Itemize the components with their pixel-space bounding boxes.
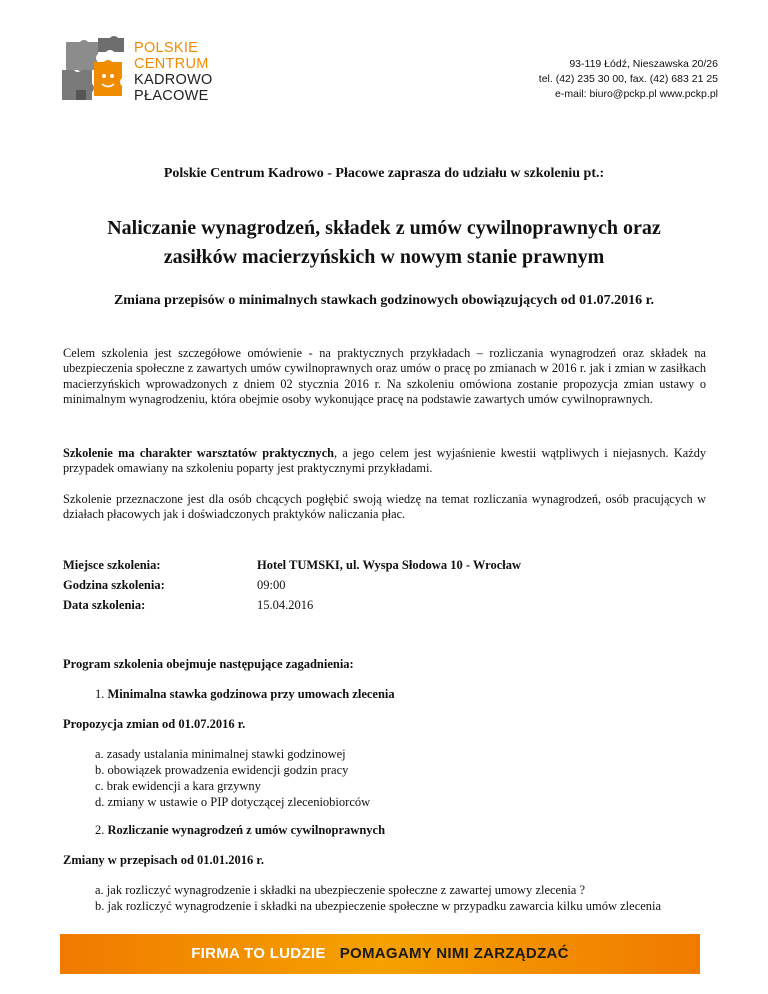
proposal-list <box>95 746 370 810</box>
workshop-emphasis: Szkolenie ma charakter warsztatów praktycznych <box>63 446 334 460</box>
list-item: b. obowiązek prowadzenia ewidencji godzin pracy <box>95 763 349 777</box>
invitation-line: Polskie Centrum Kadrowo - Płacowe zaprasza do udziału w szkoleniu pt.: <box>163 166 605 181</box>
detail-label: Data szkolenia: <box>63 598 146 612</box>
paragraph-audience: Szkolenie przeznaczone jest dla osób chcących pogłębić swoją wiedzę na temat rozliczania wynagrodzeń, osób pracujących w działach płacowych jak i doświadczonych praktyków naliczania płac. <box>63 492 706 522</box>
section-1-heading <box>95 686 395 702</box>
changes-list <box>95 882 661 914</box>
company-logo <box>60 34 220 104</box>
detail-value: 09:00 <box>257 578 286 592</box>
list-item: a. jak rozliczyć wynagrodzenie i składki na ubezpieczenie społeczne z zawartej umowy zlecenia ? <box>95 883 586 897</box>
logo-line-3: KADROWO <box>134 72 213 88</box>
logo-line-2: CENTRUM <box>134 56 209 72</box>
changes-heading: Zmiany w przepisach od 01.01.2016 r. <box>63 853 264 867</box>
detail-value: Hotel TUMSKI, ul. Wyspa Słodowa 10 - Wrocław <box>257 558 522 572</box>
section-2-heading <box>95 822 385 838</box>
title-line-1: Naliczanie wynagrodzeń, składek z umów cywilnoprawnych oraz <box>107 217 661 239</box>
workshop-rest: , a jego celem jest wyjaśnienie kwestii wątpliwych i niejasnych. Każdy przypadek omawiany na szkoleniu poparty jest praktycznymi przykładami. <box>63 446 706 476</box>
proposal-heading: Propozycja zmian od 01.07.2016 r. <box>63 717 246 731</box>
footer-slogan <box>60 934 700 974</box>
contact-phones: tel. (42) 235 30 00, fax. (42) 683 21 25 <box>538 73 718 85</box>
section-title: Rozliczanie wynagrodzeń z umów cywilnoprawnych <box>107 823 386 837</box>
logo-wordmark <box>134 40 213 104</box>
logo-line-4: PŁACOWE <box>134 88 209 104</box>
list-item: a. zasady ustalania minimalnej stawki godzinowej <box>95 747 346 761</box>
list-item: c. brak ewidencji a kara grzywny <box>95 779 261 793</box>
title-line-2: zasiłków macierzyńskich w nowym stanie prawnym <box>163 246 605 268</box>
footer-banner <box>60 934 700 974</box>
footer-slogan-left: FIRMA TO LUDZIE <box>191 945 326 962</box>
contact-address: 93-119 Łódź, Nieszawska 20/26 <box>569 58 718 70</box>
training-subtitle: Zmiana przepisów o minimalnych stawkach godzinowych obowiązujących od 01.07.2016 r. <box>113 293 655 308</box>
program-heading: Program szkolenia obejmuje następujące zagadnienia: <box>63 657 354 671</box>
logo-line-1: POLSKIE <box>134 40 199 56</box>
section-number: 2. <box>95 823 105 837</box>
detail-label: Miejsce szkolenia: <box>63 558 161 572</box>
section-number: 1. <box>95 687 105 701</box>
paragraph-workshop <box>63 446 706 477</box>
training-title <box>0 214 768 272</box>
puzzle-logo-icon <box>60 34 132 104</box>
contact-block <box>539 57 718 102</box>
page-header <box>0 0 768 115</box>
list-item: b. jak rozliczyć wynagrodzenie i składki na ubezpieczenie społeczne w przypadku zawarcia kilku umów zlecenia <box>95 899 662 913</box>
list-item: d. zmiany w ustawie o PIP dotyczącej zleceniobiorców <box>95 795 371 809</box>
contact-web[interactable]: e-mail: biuro@pckp.pl www.pckp.pl <box>555 88 718 100</box>
section-title: Minimalna stawka godzinowa przy umowach zlecenia <box>107 687 395 701</box>
detail-label: Godzina szkolenia: <box>63 578 165 592</box>
footer-slogan-right: POMAGAMY NIMI ZARZĄDZAĆ <box>339 945 569 962</box>
paragraph-goal: Celem szkolenia jest szczegółowe omówienie - na praktycznych przykładach – rozliczania wynagrodzeń oraz składek na ubezpieczenia społeczne z zawartych umów cywilnoprawnych oraz umów o pracę po zmianach w 2016 r. jak i zmian w zasiłkach macierzyńskich wprowadzonych z dniem 02 stycznia 2016 r. Na szkoleniu omówiona zostanie propozycja zmian ustawy o minimalnym wynagrodzeniu, która obejmie osoby wykonujące pracę na podstawie zawartych umów cywilnoprawnych. <box>63 346 706 407</box>
detail-value: 15.04.2016 <box>257 598 314 612</box>
